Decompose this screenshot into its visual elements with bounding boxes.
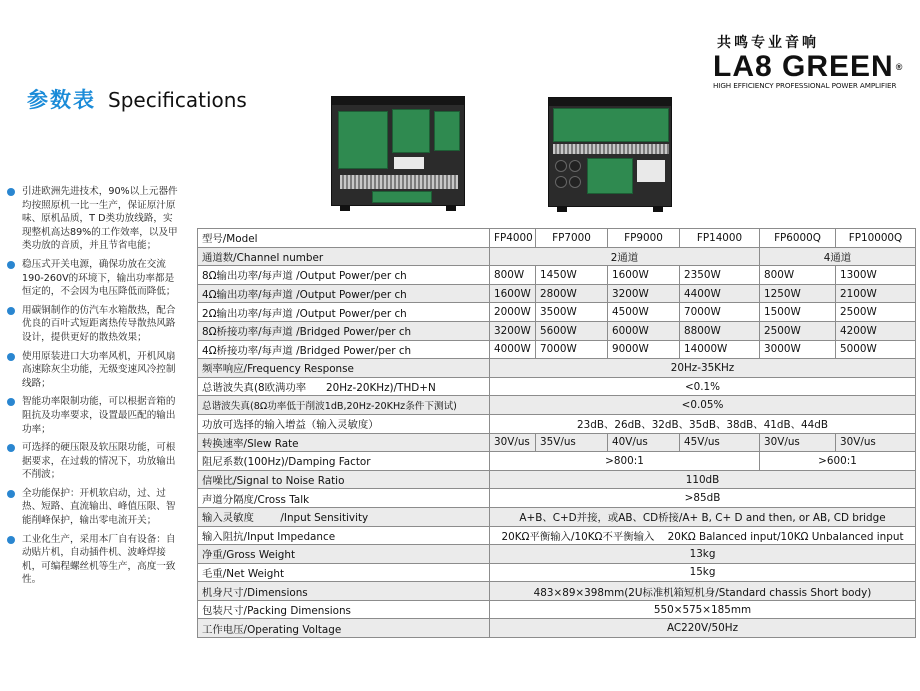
table-row-thd	[198, 377, 916, 396]
table-row-bridged	[198, 340, 916, 359]
value-cell: 1300W	[836, 266, 916, 285]
table-row-gross-weight	[198, 545, 916, 564]
row-label: 通道数/Channel number	[198, 247, 490, 266]
row-label: 型号/Model	[198, 229, 490, 248]
chassis-foot	[653, 206, 663, 212]
value-cell: 4通道	[760, 247, 916, 266]
row-label: 8Ω桥接功率/每声道 /Bridged Power/per ch	[198, 321, 490, 340]
value-cell: 3200W	[490, 321, 536, 340]
value-cell: AC220V/50Hz	[490, 619, 916, 638]
value-cell: 1450W	[536, 266, 608, 285]
value-cell: 35V/us	[536, 433, 608, 452]
value-cell: >800:1	[490, 452, 760, 471]
value-cell: 5600W	[536, 321, 608, 340]
transformer	[637, 160, 665, 182]
bullet-dot-icon	[7, 307, 15, 315]
value-cell: 30V/us	[760, 433, 836, 452]
registered-mark: ®	[895, 62, 904, 72]
bullet-dot-icon	[7, 353, 15, 361]
value-cell: 2500W	[760, 321, 836, 340]
value-cell: 4400W	[680, 284, 760, 303]
row-label: 机身尺寸/Dimensions	[198, 582, 490, 601]
row-label: 转换速率/Slew Rate	[198, 433, 490, 452]
table-row-thd2	[198, 396, 916, 415]
value-cell: 1250W	[760, 284, 836, 303]
value-cell: 30V/us	[836, 433, 916, 452]
value-cell: 3500W	[536, 303, 608, 322]
feature-item: 可选择的硬压限及软压限功能，可根据要求，在过载的情况下，功放输出不削波；	[6, 441, 180, 482]
chassis-foot	[557, 206, 567, 212]
value-cell: 9000W	[608, 340, 680, 359]
capacitor	[569, 176, 581, 188]
value-cell: 550×575×185mm	[490, 600, 916, 619]
value-cell: 7000W	[680, 303, 760, 322]
value-cell: 4200W	[836, 321, 916, 340]
circuit-board	[372, 191, 432, 203]
model-cell: FP9000	[608, 229, 680, 248]
chassis-foot	[446, 205, 456, 211]
circuit-board	[553, 108, 669, 142]
row-label: 净重/Gross Weight	[198, 545, 490, 564]
chassis-rack-ear	[332, 97, 464, 105]
transformer	[394, 157, 424, 169]
value-cell: 5000W	[836, 340, 916, 359]
brand-cn-name: 共鸣专业音响	[717, 35, 819, 51]
row-label: 总谐波失真(8Ω功率低于削波1dB,20Hz-20KHz条件下测试)	[198, 396, 490, 415]
row-label: 包装尺寸/Packing Dimensions	[198, 600, 490, 619]
model-cell: FP14000	[680, 229, 760, 248]
value-cell: >85dB	[490, 489, 916, 508]
row-label: 毛重/Net Weight	[198, 563, 490, 582]
row-label: 功放可选择的输入增益（输入灵敏度）	[198, 414, 490, 433]
value-cell: 20KΩ平衡输入/10KΩ不平衡输入 20KΩ Balanced input/10KΩ Unbalanced input	[490, 526, 916, 545]
bullet-dot-icon	[7, 444, 15, 452]
amplifier-photo-left	[331, 96, 465, 206]
value-cell: 8800W	[680, 321, 760, 340]
value-cell: 1600W	[490, 284, 536, 303]
brand-logo	[713, 50, 913, 83]
row-label: 总谐波失真(8欧满功率 20Hz-20KHz)/THD+N	[198, 377, 490, 396]
table-row-crosstalk	[198, 489, 916, 508]
value-cell: 1500W	[760, 303, 836, 322]
row-label: 输入阻抗/Input Impedance	[198, 526, 490, 545]
title-en: Specifications	[108, 88, 247, 112]
value-cell: 800W	[760, 266, 836, 285]
table-row-gain	[198, 414, 916, 433]
heat-sink	[553, 144, 669, 154]
brand-logo-text: LA8 GREEN	[713, 50, 894, 83]
bullet-dot-icon	[7, 536, 15, 544]
value-cell: 30V/us	[490, 433, 536, 452]
value-cell: A+B、C+D并接，或AB、CD桥接/A+ B, C+ D and then, or AB, CD bridge	[490, 507, 916, 526]
value-cell: 3000W	[760, 340, 836, 359]
feature-item: 智能功率限制功能，可以根据音箱的阻抗及功率要求，设置最匹配的输出功率；	[6, 395, 180, 436]
row-label: 8Ω输出功率/每声道 /Output Power/per ch	[198, 266, 490, 285]
value-cell: 2100W	[836, 284, 916, 303]
table-row-frequency	[198, 359, 916, 378]
circuit-board	[587, 158, 633, 194]
row-label: 阻尼系数(100Hz)/Damping Factor	[198, 452, 490, 471]
brand-block	[713, 32, 913, 90]
table-row-dimensions	[198, 582, 916, 601]
row-label: 输入灵敏度 /Input Sensitivity	[198, 507, 490, 526]
value-cell: 20Hz-35KHz	[490, 359, 916, 378]
table-row-net-weight	[198, 563, 916, 582]
value-cell: 800W	[490, 266, 536, 285]
table-row-snr	[198, 470, 916, 489]
feature-list	[6, 185, 180, 592]
table-row-sensitivity	[198, 507, 916, 526]
value-cell: 23dB、26dB、32dB、35dB、38dB、41dB、44dB	[490, 414, 916, 433]
bullet-dot-icon	[7, 398, 15, 406]
value-cell: 15kg	[490, 563, 916, 582]
feature-item: 工业化生产，采用本厂自有设备：自动贴片机，自动插件机、波峰焊接机，可编程螺丝机等生产，高度一致性。	[6, 533, 180, 587]
circuit-board	[338, 111, 388, 169]
value-cell: 2500W	[836, 303, 916, 322]
model-cell: FP7000	[536, 229, 608, 248]
value-cell: 483×89×398mm(2U标准机箱短机身/Standard chassis Short body)	[490, 582, 916, 601]
value-cell: 2通道	[490, 247, 760, 266]
feature-item: 引进欧洲先进技术，90%以上元器件均按照原机一比一生产，保证原汁原味、原机品质，T D类功放线路，实现整机高达89%的工作效率，以及甲类功放的音质，并且节省电能；	[6, 185, 180, 253]
amplifier-photo-right	[548, 97, 672, 207]
feature-item: 全功能保护：开机软启动，过、过热、短路、直流输出、峰值压限、智能削峰保护，输出零电流开关；	[6, 487, 180, 528]
table-row-packing	[198, 600, 916, 619]
feature-item: 使用原装进口大功率风机，开机风扇高速除灰尘功能，无级变速风冷控制线路；	[6, 350, 180, 391]
value-cell: 2350W	[680, 266, 760, 285]
chassis-foot	[340, 205, 350, 211]
model-cell: FP10000Q	[836, 229, 916, 248]
row-label: 声道分隔度/Cross Talk	[198, 489, 490, 508]
table-row-slew	[198, 433, 916, 452]
capacitor	[555, 160, 567, 172]
title-cn: 参数表	[27, 88, 96, 112]
value-cell: 13kg	[490, 545, 916, 564]
row-label: 频率响应/Frequency Response	[198, 359, 490, 378]
row-label: 4Ω输出功率/每声道 /Output Power/per ch	[198, 284, 490, 303]
capacitor	[569, 160, 581, 172]
model-cell: FP6000Q	[760, 229, 836, 248]
brand-tagline: HIGH EFFICIENCY PROFESSIONAL POWER AMPLIFIER	[713, 81, 897, 90]
value-cell: <0.1%	[490, 377, 916, 396]
value-cell: 110dB	[490, 470, 916, 489]
table-row-power	[198, 284, 916, 303]
table-row-bridged	[198, 321, 916, 340]
value-cell: 45V/us	[680, 433, 760, 452]
value-cell: >600:1	[760, 452, 916, 471]
value-cell: 7000W	[536, 340, 608, 359]
value-cell: 6000W	[608, 321, 680, 340]
value-cell: 4000W	[490, 340, 536, 359]
table-row-power	[198, 303, 916, 322]
value-cell: 1600W	[608, 266, 680, 285]
value-cell: 2800W	[536, 284, 608, 303]
bullet-dot-icon	[7, 261, 15, 269]
table-row-model	[198, 229, 916, 248]
spec-table	[197, 228, 916, 638]
feature-item: 用碳铜制作的仿汽车水箱散热，配合优良的百叶式短距离热传导散热风路设计，提供更好的散热效果；	[6, 304, 180, 345]
value-cell: 14000W	[680, 340, 760, 359]
row-label: 工作电压/Operating Voltage	[198, 619, 490, 638]
bullet-dot-icon	[7, 490, 15, 498]
table-row-power	[198, 266, 916, 285]
value-cell: 2000W	[490, 303, 536, 322]
feature-item: 稳压式开关电源，确保功放在交流190-260V的环境下，输出功率都是恒定的，不会因为电压降低而降低；	[6, 258, 180, 299]
table-row-impedance	[198, 526, 916, 545]
row-label: 4Ω桥接功率/每声道 /Bridged Power/per ch	[198, 340, 490, 359]
chassis-rack-ear	[549, 98, 671, 106]
page-title	[27, 84, 247, 114]
table-row-voltage	[198, 619, 916, 638]
circuit-board	[434, 111, 460, 151]
circuit-board	[392, 109, 430, 153]
value-cell: 4500W	[608, 303, 680, 322]
row-label: 信噪比/Signal to Noise Ratio	[198, 470, 490, 489]
bullet-dot-icon	[7, 188, 15, 196]
row-label: 2Ω输出功率/每声道 /Output Power/per ch	[198, 303, 490, 322]
table-row-damping	[198, 452, 916, 471]
value-cell: <0.05%	[490, 396, 916, 415]
value-cell: 3200W	[608, 284, 680, 303]
value-cell: 40V/us	[608, 433, 680, 452]
heat-sink	[340, 175, 458, 189]
capacitor	[555, 176, 567, 188]
table-row-channels	[198, 247, 916, 266]
model-cell: FP4000	[490, 229, 536, 248]
